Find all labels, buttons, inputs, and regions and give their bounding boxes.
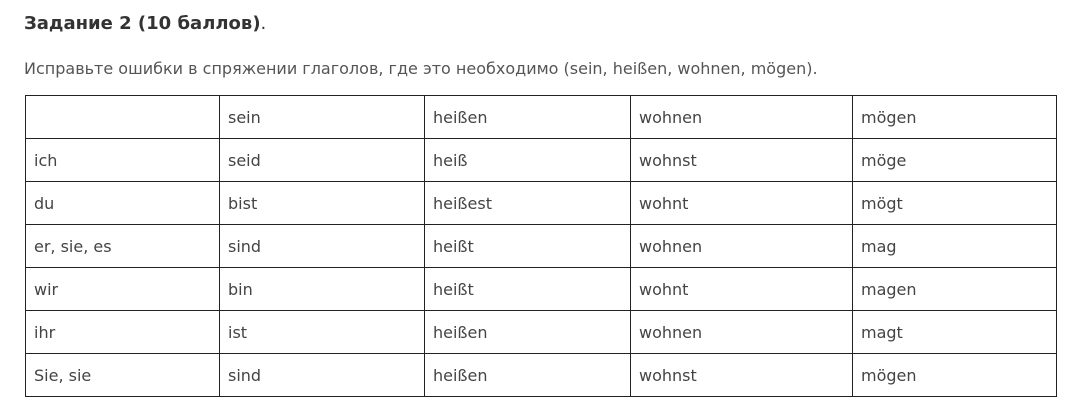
verb-cell: sind	[220, 225, 425, 268]
pronoun-cell: ich	[26, 139, 220, 182]
verb-cell: wohnen	[631, 225, 853, 268]
verb-cell: heißen	[425, 354, 631, 397]
header-cell-sein: sein	[220, 96, 425, 139]
verb-cell: heißt	[425, 225, 631, 268]
table-row	[26, 139, 1057, 182]
verb-cell: wohnen	[631, 311, 853, 354]
verb-cell: wohnt	[631, 182, 853, 225]
pronoun-cell: Sie, sie	[26, 354, 220, 397]
task-title: Задание 2 (10 баллов)	[24, 13, 261, 34]
verb-cell: möge	[853, 139, 1057, 182]
header-cell-heissen: heißen	[425, 96, 631, 139]
verb-cell: mögt	[853, 182, 1057, 225]
pronoun-cell: er, sie, es	[26, 225, 220, 268]
verb-cell: magen	[853, 268, 1057, 311]
table-row	[26, 354, 1057, 397]
verb-cell: mögen	[853, 354, 1057, 397]
verb-cell: seid	[220, 139, 425, 182]
table-row	[26, 268, 1057, 311]
verb-cell: sind	[220, 354, 425, 397]
verb-cell: heißest	[425, 182, 631, 225]
table-row	[26, 225, 1057, 268]
verb-cell: wohnst	[631, 354, 853, 397]
verb-cell: ist	[220, 311, 425, 354]
verb-cell: heißt	[425, 268, 631, 311]
task-instruction: Исправьте ошибки в спряжении глаголов, где это необходимо (sein, heißen, wohnen, mögen).	[24, 59, 818, 78]
verb-cell: wohnt	[631, 268, 853, 311]
pronoun-cell: wir	[26, 268, 220, 311]
verb-cell: wohnst	[631, 139, 853, 182]
pronoun-cell: ihr	[26, 311, 220, 354]
verb-cell: heiß	[425, 139, 631, 182]
table-header-row	[26, 96, 1057, 139]
task-heading	[24, 12, 266, 36]
table-row	[26, 311, 1057, 354]
pronoun-cell: du	[26, 182, 220, 225]
task-title-period: .	[260, 13, 267, 34]
verb-cell: mag	[853, 225, 1057, 268]
header-cell-moegen: mögen	[853, 96, 1057, 139]
conjugation-table	[25, 95, 1057, 397]
table-row	[26, 182, 1057, 225]
header-cell-empty	[26, 96, 220, 139]
verb-cell: bist	[220, 182, 425, 225]
header-cell-wohnen: wohnen	[631, 96, 853, 139]
verb-cell: magt	[853, 311, 1057, 354]
verb-cell: bin	[220, 268, 425, 311]
verb-cell: heißen	[425, 311, 631, 354]
